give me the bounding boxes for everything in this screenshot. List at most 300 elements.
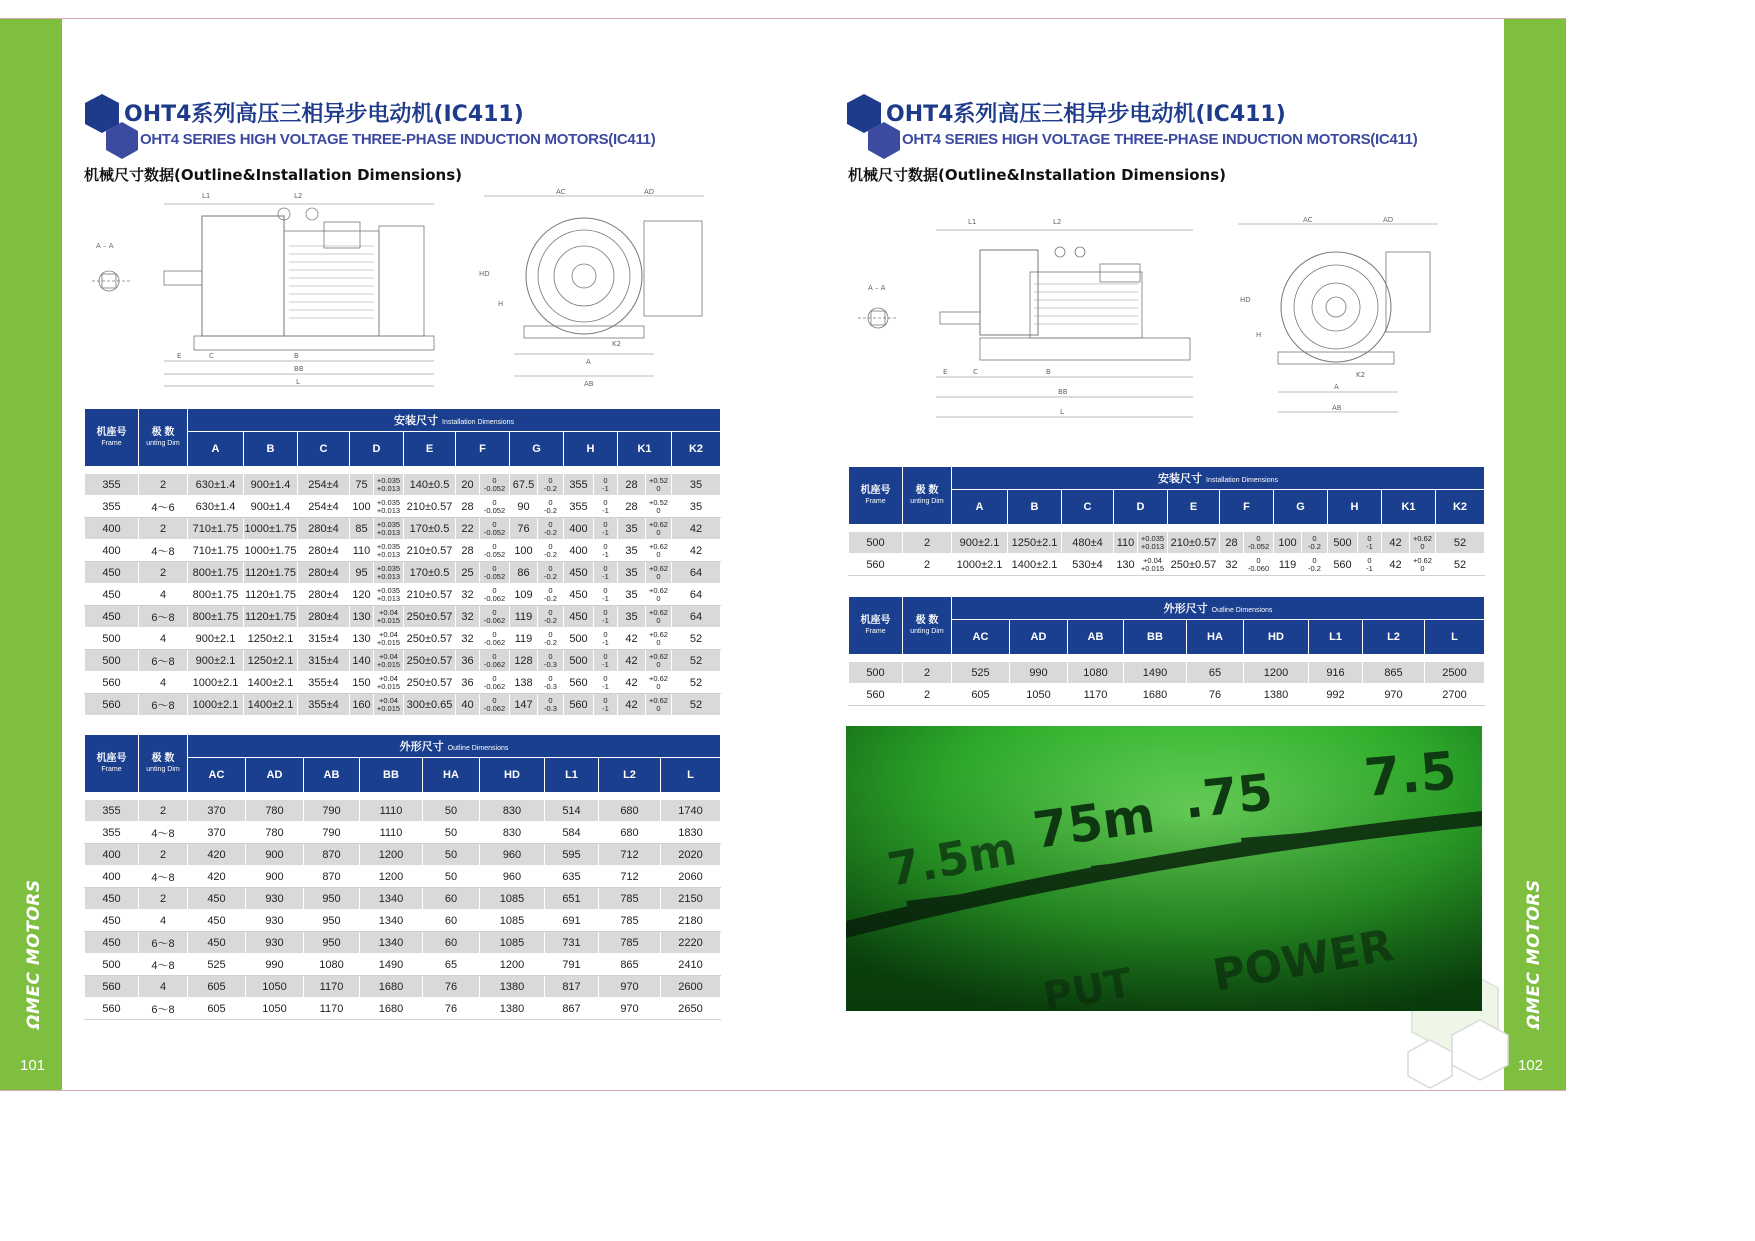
table-cell: 560: [1328, 554, 1358, 576]
table-cell: 960: [480, 866, 545, 888]
installation-group-header: 安装尺寸 Installation Dimensions: [952, 467, 1485, 490]
table-cell: 36: [456, 672, 480, 694]
tolerance-values: [1366, 557, 1373, 573]
table-cell: 950: [304, 888, 360, 910]
table-cell: 450: [564, 562, 594, 584]
table-cell: 2: [139, 888, 188, 910]
table-cell: 130: [350, 628, 374, 650]
table-cell: 254±4: [298, 474, 350, 496]
table-cell: 450: [564, 606, 594, 628]
tolerance-cell: [538, 606, 564, 628]
page-title-en: OHT4 SERIES HIGH VOLTAGE THREE-PHASE INDUCTION MOTORS(IC411): [902, 131, 1418, 148]
table-row: [85, 888, 721, 910]
tolerance-upper: 0: [548, 497, 553, 507]
tolerance-upper: 0: [603, 497, 608, 507]
table-cell: 1740: [661, 800, 721, 822]
table-row: [849, 554, 1485, 576]
column-header: B: [244, 432, 298, 467]
tolerance-lower: -0.2: [544, 593, 557, 603]
table-cell: 2700: [1425, 684, 1485, 706]
column-header: AB: [304, 758, 360, 793]
tolerance-values: [377, 565, 400, 581]
tolerance-upper: +0.62: [649, 695, 668, 705]
table-cell: 64: [672, 584, 721, 606]
tolerance-lower: 0: [656, 659, 661, 669]
table-row: [85, 540, 721, 562]
tolerance-values: [649, 477, 668, 493]
dim-label-h: H: [1256, 331, 1262, 339]
dim-label-ac: AC: [556, 188, 566, 196]
tolerance-values: [544, 565, 557, 581]
table-cell: 2060: [661, 866, 721, 888]
tolerance-cell: [646, 562, 672, 584]
tolerance-lower: 0: [656, 703, 661, 713]
tolerance-upper: 0: [492, 497, 497, 507]
table-cell: 1000±2.1: [188, 694, 244, 716]
tolerance-cell: [374, 606, 404, 628]
tolerance-lower: 0: [1420, 563, 1425, 573]
left-side-band: [0, 19, 62, 1090]
tolerance-cell: [1244, 554, 1274, 576]
tolerance-values: [377, 697, 400, 713]
table-cell: 95: [350, 562, 374, 584]
tolerance-cell: [538, 694, 564, 716]
table-cell: 400: [85, 518, 139, 540]
table-cell: 370: [188, 822, 246, 844]
tolerance-lower: -0.062: [483, 615, 506, 625]
table-cell: 280±4: [298, 562, 350, 584]
column-header: AD: [246, 758, 304, 793]
table-cell: 86: [510, 562, 538, 584]
tolerance-upper: +0.62: [649, 519, 668, 529]
table-cell: 1680: [360, 998, 423, 1020]
tolerance-lower: -0.2: [544, 549, 557, 559]
table-cell: 2: [903, 662, 952, 684]
table-cell: 830: [480, 800, 545, 822]
tolerance-cell: [480, 496, 510, 518]
table-cell: 76: [510, 518, 538, 540]
dim-label-c: C: [973, 368, 978, 376]
tolerance-lower: 0: [656, 527, 661, 537]
tolerance-upper: +0.62: [1413, 555, 1432, 565]
table-cell: 355: [85, 496, 139, 518]
table-cell: 1340: [360, 932, 423, 954]
table-cell: 109: [510, 584, 538, 606]
tolerance-values: [602, 477, 609, 493]
table-cell: 119: [510, 628, 538, 650]
tolerance-upper: +0.62: [1413, 533, 1432, 543]
dim-label-e: E: [177, 352, 182, 360]
table-cell: 2: [903, 554, 952, 576]
table-cell: 50: [423, 800, 480, 822]
table-cell: 785: [599, 888, 661, 910]
table-cell: 450: [85, 606, 139, 628]
tolerance-cell: [480, 672, 510, 694]
outline-dimensions-table-right: [848, 596, 1485, 706]
table-cell: 110: [1114, 532, 1138, 554]
tolerance-cell: [1138, 554, 1168, 576]
tolerance-upper: +0.035: [376, 563, 401, 573]
table-cell: 900±1.4: [244, 496, 298, 518]
tolerance-upper: 0: [492, 585, 497, 595]
table-cell: 595: [545, 844, 599, 866]
tolerance-values: [484, 653, 505, 669]
table-cell: 119: [1274, 554, 1302, 576]
table-cell: 790: [304, 800, 360, 822]
tolerance-cell: [646, 672, 672, 694]
table-cell: 170±0.5: [404, 518, 456, 540]
table-cell: 6～8: [139, 694, 188, 716]
tolerance-lower: -0.3: [544, 703, 557, 713]
table-cell: 150: [350, 672, 374, 694]
table-row: [85, 474, 721, 496]
table-cell: 990: [1010, 662, 1068, 684]
tolerance-upper: +0.035: [376, 497, 401, 507]
table-cell: 2: [139, 844, 188, 866]
column-header: AC: [188, 758, 246, 793]
table-cell: 500: [85, 628, 139, 650]
poles-header: 极 数 unting Dim: [139, 735, 188, 793]
table-cell: 35: [672, 474, 721, 496]
table-cell: 605: [188, 976, 246, 998]
table-cell: 110: [350, 540, 374, 562]
table-cell: 560: [564, 694, 594, 716]
tolerance-upper: 0: [548, 673, 553, 683]
tolerance-lower: +0.013: [376, 571, 401, 581]
column-header: B: [1008, 490, 1062, 525]
dim-label-k2: K2: [1356, 371, 1366, 379]
column-header: AC: [952, 620, 1010, 655]
column-header: D: [350, 432, 404, 467]
table-cell: 500: [85, 954, 139, 976]
tolerance-lower: 0: [656, 615, 661, 625]
table-cell: 1200: [360, 866, 423, 888]
table-cell: 780: [246, 800, 304, 822]
frame-header: 机座号 Frame: [849, 597, 903, 655]
dim-label-k2: K2: [612, 340, 622, 348]
tolerance-cell: [594, 694, 618, 716]
tolerance-upper: 0: [1256, 533, 1261, 543]
table-cell: 4～8: [139, 822, 188, 844]
tolerance-upper: +0.04: [379, 651, 398, 661]
installation-table-body: [85, 467, 721, 716]
tolerance-cell: [1302, 532, 1328, 554]
brand-text: MEC MOTORS: [1524, 879, 1544, 1015]
column-header: K1: [618, 432, 672, 467]
tolerance-cell: [480, 474, 510, 496]
tolerance-cell: [480, 606, 510, 628]
tolerance-lower: -1: [602, 549, 609, 559]
tolerance-upper: 0: [548, 541, 553, 551]
tolerance-values: [544, 609, 557, 625]
tolerance-lower: -0.062: [483, 593, 506, 603]
column-header: F: [456, 432, 510, 467]
tolerance-cell: [1244, 532, 1274, 554]
table-cell: 138: [510, 672, 538, 694]
table-cell: 867: [545, 998, 599, 1020]
table-cell: 210±0.57: [404, 540, 456, 562]
table-cell: 450: [188, 910, 246, 932]
table-cell: 355±4: [298, 694, 350, 716]
table-cell: 800±1.75: [188, 606, 244, 628]
tolerance-values: [484, 477, 505, 493]
table-cell: 1200: [480, 954, 545, 976]
table-cell: 42: [618, 694, 646, 716]
tolerance-upper: +0.62: [649, 541, 668, 551]
tolerance-cell: [374, 474, 404, 496]
table-row: [85, 866, 721, 888]
tolerance-cell: [374, 650, 404, 672]
column-header: A: [188, 432, 244, 467]
table-cell: 560: [85, 694, 139, 716]
table-cell: 1170: [304, 976, 360, 998]
table-cell: 1200: [1244, 662, 1309, 684]
table-cell: 60: [423, 910, 480, 932]
tolerance-cell: [538, 650, 564, 672]
table-cell: 1680: [360, 976, 423, 998]
table-cell: 970: [599, 976, 661, 998]
table-cell: 42: [672, 540, 721, 562]
tolerance-upper: +0.04: [379, 695, 398, 705]
tolerance-cell: [1410, 532, 1436, 554]
tolerance-cell: [646, 694, 672, 716]
column-header: HD: [480, 758, 545, 793]
tolerance-upper: 0: [492, 541, 497, 551]
table-cell: 1110: [360, 800, 423, 822]
table-cell: 691: [545, 910, 599, 932]
dim-label-b: B: [294, 352, 299, 360]
table-cell: 210±0.57: [1168, 532, 1220, 554]
table-cell: 560: [85, 672, 139, 694]
table-cell: 450: [188, 888, 246, 910]
tolerance-upper: +0.62: [649, 607, 668, 617]
tolerance-lower: -1: [602, 659, 609, 669]
column-header: C: [298, 432, 350, 467]
table-row: [85, 998, 721, 1020]
tolerance-lower: +0.015: [376, 615, 401, 625]
tolerance-upper: 0: [1312, 555, 1317, 565]
table-cell: 900: [246, 866, 304, 888]
tolerance-lower: -1: [602, 527, 609, 537]
tolerance-values: [602, 675, 609, 691]
column-header: A: [952, 490, 1008, 525]
tolerance-lower: -1: [602, 681, 609, 691]
column-header: E: [404, 432, 456, 467]
table-cell: 64: [672, 562, 721, 584]
table-cell: 900±1.4: [244, 474, 298, 496]
table-cell: 1250±2.1: [1008, 532, 1062, 554]
table-cell: 130: [1114, 554, 1138, 576]
dim-label-l1: L1: [202, 192, 211, 200]
table-cell: 2: [903, 532, 952, 554]
table-cell: 2650: [661, 998, 721, 1020]
tolerance-lower: -0.2: [544, 571, 557, 581]
column-header: BB: [360, 758, 423, 793]
tolerance-lower: -1: [1366, 541, 1373, 551]
tolerance-cell: [538, 540, 564, 562]
tolerance-values: [544, 499, 557, 515]
frame-header: 机座号 Frame: [85, 735, 139, 793]
tolerance-lower: -0.052: [483, 571, 506, 581]
table-cell: 1830: [661, 822, 721, 844]
tolerance-lower: +0.015: [1140, 563, 1165, 573]
table-cell: 6～8: [139, 606, 188, 628]
tolerance-lower: +0.013: [376, 483, 401, 493]
table-cell: 32: [456, 606, 480, 628]
tolerance-cell: [594, 562, 618, 584]
tolerance-lower: -0.052: [1247, 541, 1270, 551]
tolerance-cell: [1138, 532, 1168, 554]
tolerance-upper: +0.52: [649, 497, 668, 507]
scale-dial-image: [846, 726, 1482, 1011]
table-row: [85, 844, 721, 866]
tolerance-upper: 0: [603, 695, 608, 705]
table-row: [85, 694, 721, 716]
table-cell: 52: [672, 650, 721, 672]
tolerance-upper: +0.62: [649, 629, 668, 639]
table-cell: 635: [545, 866, 599, 888]
table-cell: 817: [545, 976, 599, 998]
column-header: H: [1328, 490, 1382, 525]
table-cell: 1380: [1244, 684, 1309, 706]
table-cell: 530±4: [1062, 554, 1114, 576]
column-header: G: [1274, 490, 1328, 525]
table-cell: 4～6: [139, 496, 188, 518]
table-cell: 76: [423, 976, 480, 998]
tolerance-cell: [374, 540, 404, 562]
dim-label-e: E: [943, 368, 948, 376]
tolerance-lower: +0.015: [376, 703, 401, 713]
tolerance-values: [544, 631, 557, 647]
table-cell: 1250±2.1: [244, 628, 298, 650]
table-cell: 32: [456, 584, 480, 606]
tolerance-cell: [646, 650, 672, 672]
table-row: [85, 584, 721, 606]
table-cell: 500: [564, 628, 594, 650]
outline-dimensions-table-left: [84, 734, 721, 1020]
table-cell: 525: [188, 954, 246, 976]
column-header: HA: [423, 758, 480, 793]
table-cell: 160: [350, 694, 374, 716]
tolerance-lower: -1: [1366, 563, 1373, 573]
tolerance-values: [377, 477, 400, 493]
table-row: [85, 822, 721, 844]
tolerance-lower: -0.052: [483, 483, 506, 493]
column-header: F: [1220, 490, 1274, 525]
tolerance-upper: +0.035: [376, 519, 401, 529]
tolerance-upper: 0: [492, 563, 497, 573]
table-cell: 4～8: [139, 866, 188, 888]
tolerance-lower: -0.2: [1308, 563, 1321, 573]
tolerance-lower: -0.062: [483, 681, 506, 691]
table-cell: 42: [1382, 554, 1410, 576]
column-header: L2: [1363, 620, 1425, 655]
tolerance-lower: -0.062: [483, 637, 506, 647]
tolerance-cell: [374, 672, 404, 694]
table-cell: 6～8: [139, 998, 188, 1020]
table-cell: 1250±2.1: [244, 650, 298, 672]
table-cell: 450: [188, 932, 246, 954]
table-cell: 28: [618, 496, 646, 518]
table-cell: 785: [599, 932, 661, 954]
table-cell: 990: [246, 954, 304, 976]
table-cell: 514: [545, 800, 599, 822]
tolerance-values: [1308, 557, 1321, 573]
table-cell: 52: [672, 628, 721, 650]
tolerance-upper: +0.04: [379, 629, 398, 639]
tolerance-upper: +0.04: [1143, 555, 1162, 565]
table-cell: 785: [599, 910, 661, 932]
tolerance-lower: 0: [656, 681, 661, 691]
table-cell: 50: [423, 822, 480, 844]
dim-label-l1: L1: [968, 218, 977, 226]
table-cell: 500: [1328, 532, 1358, 554]
tolerance-values: [602, 499, 609, 515]
table-cell: 1000±1.75: [244, 518, 298, 540]
table-cell: 210±0.57: [404, 496, 456, 518]
table-row: [85, 932, 721, 954]
table-cell: 2180: [661, 910, 721, 932]
section-label: A – A: [868, 284, 886, 292]
table-cell: 1120±1.75: [244, 562, 298, 584]
tolerance-upper: 0: [603, 673, 608, 683]
table-cell: 52: [672, 694, 721, 716]
table-cell: 712: [599, 866, 661, 888]
column-header: D: [1114, 490, 1168, 525]
table-cell: 64: [672, 606, 721, 628]
tolerance-values: [649, 697, 668, 713]
table-cell: 1400±2.1: [1008, 554, 1062, 576]
table-cell: 450: [85, 888, 139, 910]
tolerance-cell: [646, 628, 672, 650]
table-cell: 1050: [1010, 684, 1068, 706]
dim-label-l: L: [1060, 408, 1064, 416]
tolerance-cell: [374, 584, 404, 606]
tolerance-upper: 0: [548, 651, 553, 661]
table-cell: 250±0.57: [1168, 554, 1220, 576]
tolerance-cell: [480, 562, 510, 584]
tolerance-upper: +0.035: [1140, 533, 1165, 543]
tolerance-cell: [480, 650, 510, 672]
outline-table-body: [849, 655, 1485, 706]
tolerance-upper: 0: [548, 629, 553, 639]
bottom-rule: [0, 1090, 1566, 1091]
dim-label-h: H: [498, 300, 504, 308]
table-cell: 35: [618, 584, 646, 606]
table-cell: 2150: [661, 888, 721, 910]
tolerance-values: [602, 521, 609, 537]
tolerance-lower: -0.052: [483, 549, 506, 559]
table-cell: 560: [849, 684, 903, 706]
table-cell: 2500: [1425, 662, 1485, 684]
installation-table-body: [849, 525, 1485, 576]
table-cell: 254±4: [298, 496, 350, 518]
table-cell: 500: [85, 650, 139, 672]
frame-header: 机座号 Frame: [849, 467, 903, 525]
table-cell: 584: [545, 822, 599, 844]
tolerance-cell: [594, 474, 618, 496]
column-header: AB: [1068, 620, 1124, 655]
tolerance-values: [649, 543, 668, 559]
installation-dimensions-table-right: [848, 466, 1485, 576]
table-cell: 680: [599, 800, 661, 822]
tolerance-lower: -0.3: [544, 681, 557, 691]
tolerance-lower: -1: [602, 703, 609, 713]
tolerance-upper: 0: [492, 651, 497, 661]
table-cell: 1170: [1068, 684, 1124, 706]
tolerance-values: [649, 631, 668, 647]
tolerance-lower: -0.062: [483, 659, 506, 669]
